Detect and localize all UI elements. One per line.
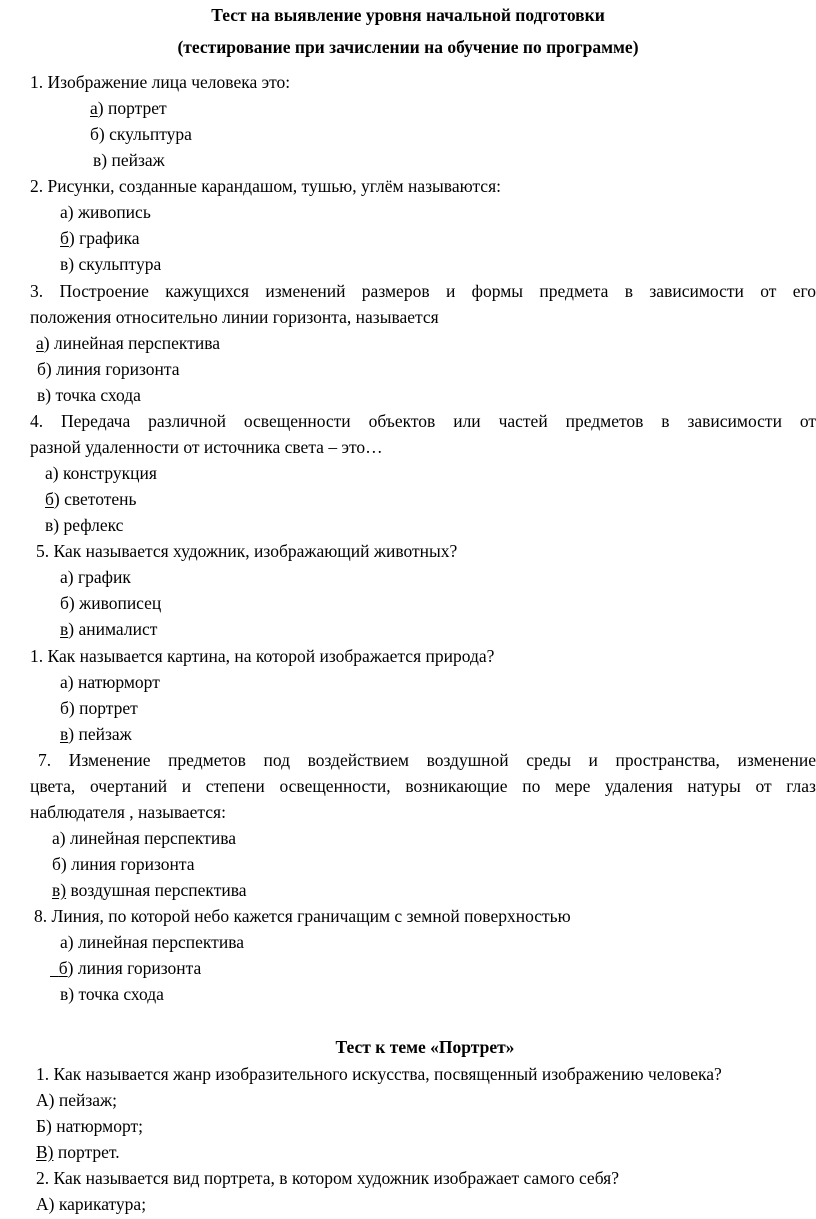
- page-title: Тест на выявление уровня начальной подготовки: [211, 5, 605, 25]
- answer-1a: а) портрет: [90, 98, 167, 118]
- word: кажущихся: [165, 281, 249, 301]
- answer-6a: а) натюрморт: [60, 672, 160, 692]
- word: от: [755, 776, 772, 796]
- question-7-line-1: [38, 749, 816, 771]
- question-3-line-2: положения относительно линии горизонта, называется: [30, 307, 439, 327]
- word: по: [522, 776, 541, 796]
- correct-answer-mark: б: [45, 489, 54, 509]
- correct-answer-mark: в): [52, 880, 67, 900]
- word: предметов: [168, 750, 246, 770]
- word: зависимости: [649, 281, 744, 301]
- word: предмета: [539, 281, 609, 301]
- correct-answer-mark: В): [36, 1142, 54, 1162]
- word: объектов: [368, 411, 436, 431]
- word: и: [445, 281, 456, 301]
- answer-2a: а) живопись: [60, 202, 151, 222]
- section-title: Тест к теме «Портрет»: [335, 1037, 515, 1057]
- correct-answer-mark: а: [90, 98, 98, 118]
- question-2-2: 2. Как называется вид портрета, в котором художник изображает самого себя?: [36, 1168, 619, 1188]
- word: различной: [148, 411, 226, 431]
- answer-4c: в) рефлекс: [45, 515, 124, 535]
- answer-2-1a: А) пейзаж;: [36, 1090, 117, 1110]
- question-6: 1. Как называется картина, на которой изображается природа?: [30, 646, 495, 666]
- word: Построение: [59, 281, 149, 301]
- correct-answer-mark: в: [60, 619, 69, 639]
- answer-6b: б) портрет: [60, 698, 138, 718]
- word: Передача: [61, 411, 131, 431]
- word: от: [799, 411, 816, 431]
- word: возникающие: [405, 776, 508, 796]
- word: изменений: [265, 281, 346, 301]
- word: Изменение: [68, 750, 151, 770]
- word: пространства,: [615, 750, 720, 770]
- answer-2-1c: В) портрет.: [36, 1142, 120, 1162]
- answer-7b: б) линия горизонта: [52, 854, 195, 874]
- word: формы: [471, 281, 524, 301]
- word: в: [661, 411, 670, 431]
- question-4-line-2: разной удаленности от источника света – это…: [30, 437, 383, 457]
- page-subtitle: (тестирование при зачислении на обучение по программе): [177, 37, 639, 57]
- question-1: 1. Изображение лица человека это:: [30, 72, 291, 92]
- word: мере: [554, 776, 591, 796]
- answer-2c: в) скульптура: [60, 254, 162, 274]
- word: освещенности,: [279, 776, 391, 796]
- correct-answer-mark: б: [58, 958, 68, 978]
- answer-5b: б) живописец: [60, 593, 162, 613]
- question-2: 2. Рисунки, созданные карандашом, тушью, углём называются:: [30, 176, 501, 196]
- correct-answer-mark: в: [60, 724, 69, 744]
- answer-5c: в) анималист: [60, 619, 158, 639]
- answer-8b: б) линия горизонта: [50, 957, 201, 979]
- word: предметов: [565, 411, 644, 431]
- answer-3c: в) точка схода: [37, 385, 141, 405]
- word: его: [792, 281, 816, 301]
- word: степени: [205, 776, 265, 796]
- word: удаления: [605, 776, 673, 796]
- answer-3a: а) линейная перспектива: [36, 333, 221, 353]
- word: под: [263, 750, 290, 770]
- answer-7a: а) линейная перспектива: [52, 828, 236, 848]
- question-5: 5. Как называется художник, изображающий животных?: [36, 541, 458, 561]
- question-3-line-1: [30, 280, 816, 302]
- answer-4b: б) светотень: [45, 489, 137, 509]
- answer-2-2a: А) карикатура;: [36, 1194, 147, 1214]
- word: натуры: [687, 776, 741, 796]
- question-7-line-2: [30, 775, 816, 797]
- word: и: [181, 776, 192, 796]
- answer-4a: а) конструкция: [45, 463, 157, 483]
- answer-7c: в) воздушная перспектива: [52, 880, 247, 900]
- word: от: [760, 281, 777, 301]
- word: 4.: [30, 411, 44, 431]
- answer-8a: а) линейная перспектива: [60, 932, 244, 952]
- answer-8c: в) точка схода: [60, 984, 164, 1004]
- word: 3.: [30, 281, 44, 301]
- word: зависимости: [687, 411, 782, 431]
- answer-1b: б) скульптура: [90, 124, 192, 144]
- word: цвета,: [30, 776, 76, 796]
- word: в: [624, 281, 634, 301]
- word: воздушной: [426, 750, 509, 770]
- answer-5a: а) график: [60, 567, 131, 587]
- word: среды: [526, 750, 571, 770]
- answer-2b: б) графика: [60, 228, 140, 248]
- word: очертаний: [89, 776, 168, 796]
- answer-6c: в) пейзаж: [60, 724, 132, 744]
- question-4-line-1: [30, 410, 816, 432]
- word: размеров: [361, 281, 430, 301]
- word: или: [453, 411, 481, 431]
- answer-1c: в) пейзаж: [93, 150, 165, 170]
- correct-answer-mark: а: [36, 333, 44, 353]
- word: изменение: [737, 750, 816, 770]
- word: частей: [498, 411, 548, 431]
- correct-answer-mark: б: [60, 228, 69, 248]
- answer-2-1b: Б) натюрморт;: [36, 1116, 143, 1136]
- question-7-line-3: наблюдателя , называется:: [30, 802, 226, 822]
- answer-3b: б) линия горизонта: [37, 359, 180, 379]
- word: и: [588, 750, 598, 770]
- word: воздействием: [307, 750, 409, 770]
- question-8: 8. Линия, по которой небо кажется граничащим с земной поверхностью: [34, 906, 571, 926]
- word: освещенности: [243, 411, 351, 431]
- word: 7.: [38, 750, 52, 770]
- question-2-1: 1. Как называется жанр изобразительного искусства, посвященный изображению человека?: [36, 1064, 722, 1084]
- word: глаз: [786, 776, 816, 796]
